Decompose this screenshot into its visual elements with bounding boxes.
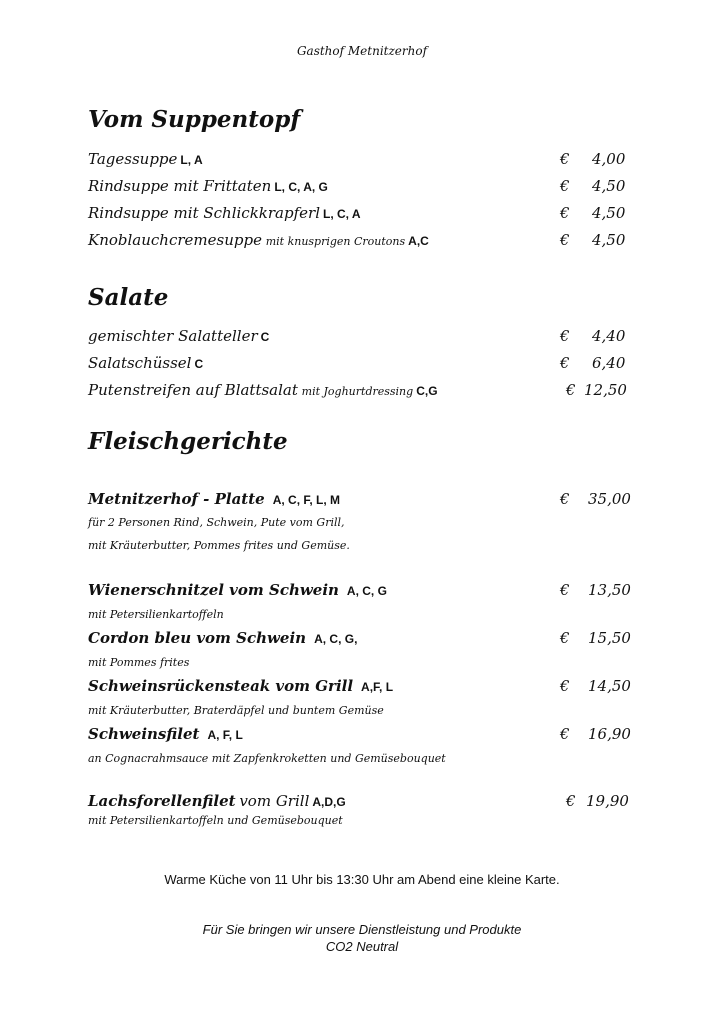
menu-item-salad	[88, 354, 203, 373]
item-allergens: A,C	[408, 234, 429, 248]
item-currency: €	[560, 354, 570, 372]
item-description: mit Petersilienkartoffeln und Gemüsebouquet	[88, 814, 343, 827]
section-title-soups: Vom Suppentopf	[88, 106, 301, 133]
menu-item-salad	[88, 381, 438, 400]
item-price: 35,00	[588, 490, 631, 508]
item-price: 6,40	[592, 354, 626, 372]
item-allergens: L, C, A	[323, 207, 361, 221]
item-note: mit knusprigen Croutons	[265, 235, 406, 248]
item-allergens: A, C, F, L, M	[272, 493, 341, 507]
kitchen-hours-note: Warme Küche von 11 Uhr bis 13:30 Uhr am Abend eine kleine Karte.	[164, 872, 560, 887]
item-description: mit Petersilienkartoffeln	[88, 608, 224, 621]
item-allergens: A, F, L	[207, 728, 243, 742]
item-price: 4,40	[592, 327, 626, 345]
sustainability-note-line1: Für Sie bringen wir unsere Dienstleistung und Produkte	[202, 922, 522, 937]
item-currency: €	[560, 629, 570, 647]
menu-item-meat	[88, 581, 387, 600]
menu-item-soup	[88, 150, 203, 169]
item-name: Cordon bleu vom Schwein	[88, 629, 307, 647]
menu-item-soup	[88, 177, 328, 196]
menu-item-meat	[88, 677, 393, 696]
item-name: Rindsuppe mit Frittaten	[88, 177, 272, 195]
item-price: 4,50	[592, 204, 626, 222]
item-currency: €	[560, 490, 570, 508]
item-price: 19,90	[586, 792, 629, 810]
menu-item-salad	[88, 327, 269, 346]
item-description: mit Pommes frites	[88, 656, 190, 669]
item-price: 4,50	[592, 231, 626, 249]
item-name: gemischter Salatteller	[88, 327, 258, 345]
item-description: mit Kräuterbutter, Pommes frites und Gemüse.	[88, 539, 350, 552]
item-description: für 2 Personen Rind, Schwein, Pute vom Grill,	[88, 516, 345, 529]
item-currency: €	[560, 150, 570, 168]
item-currency: €	[560, 177, 570, 195]
item-price: 4,00	[592, 150, 626, 168]
item-description: mit Kräuterbutter, Braterdäpfel und buntem Gemüse	[88, 704, 384, 717]
item-price: 15,50	[588, 629, 631, 647]
menu-item-meat	[88, 792, 346, 811]
menu-item-meat	[88, 725, 243, 744]
item-currency: €	[560, 581, 570, 599]
item-allergens: L, C, A, G	[274, 180, 328, 194]
item-currency: €	[560, 725, 570, 743]
item-allergens: L, A	[180, 153, 203, 167]
item-name-suffix: vom Grill	[239, 792, 310, 810]
item-name: Metnitzerhof - Platte	[88, 490, 265, 508]
item-allergens: C	[194, 357, 204, 371]
item-name: Rindsuppe mit Schlickkrapferl	[88, 204, 321, 222]
section-title-salads: Salate	[88, 284, 169, 311]
item-name: Putenstreifen auf Blattsalat	[88, 381, 298, 399]
menu-item-soup	[88, 231, 429, 250]
item-name: Wienerschnitzel vom Schwein	[88, 581, 339, 599]
item-name: Salatschüssel	[88, 354, 192, 372]
item-name: Lachsforellenfilet	[88, 792, 236, 810]
item-currency: €	[560, 231, 570, 249]
item-currency: €	[566, 381, 576, 399]
item-note: mit Joghurtdressing	[301, 385, 414, 398]
item-name: Knoblauchcremesuppe	[88, 231, 262, 249]
item-currency: €	[560, 327, 570, 345]
item-currency: €	[566, 792, 576, 810]
menu-item-meat	[88, 629, 357, 648]
item-allergens: A,F, L	[361, 680, 394, 694]
item-allergens: A,D,G	[312, 795, 346, 809]
item-name: Tagessuppe	[88, 150, 178, 168]
item-price: 13,50	[588, 581, 631, 599]
item-currency: €	[560, 204, 570, 222]
item-price: 12,50	[584, 381, 627, 399]
item-allergens: A, C, G	[346, 584, 387, 598]
restaurant-name: Gasthof Metnitzerhof	[296, 44, 428, 58]
menu-item-meat	[88, 490, 340, 509]
item-allergens: C	[260, 330, 270, 344]
item-price: 14,50	[588, 677, 631, 695]
menu-item-soup	[88, 204, 361, 223]
section-title-meat: Fleischgerichte	[88, 428, 288, 455]
item-name: Schweinsrückensteak vom Grill	[88, 677, 354, 695]
item-description: an Cognacrahmsauce mit Zapfenkroketten und Gemüsebouquet	[88, 752, 446, 765]
item-allergens: C,G	[416, 384, 438, 398]
item-price: 16,90	[588, 725, 631, 743]
item-name: Schweinsfilet	[88, 725, 200, 743]
item-price: 4,50	[592, 177, 626, 195]
item-allergens: A, C, G,	[314, 632, 358, 646]
sustainability-note-line2: CO2 Neutral	[325, 939, 399, 954]
item-currency: €	[560, 677, 570, 695]
